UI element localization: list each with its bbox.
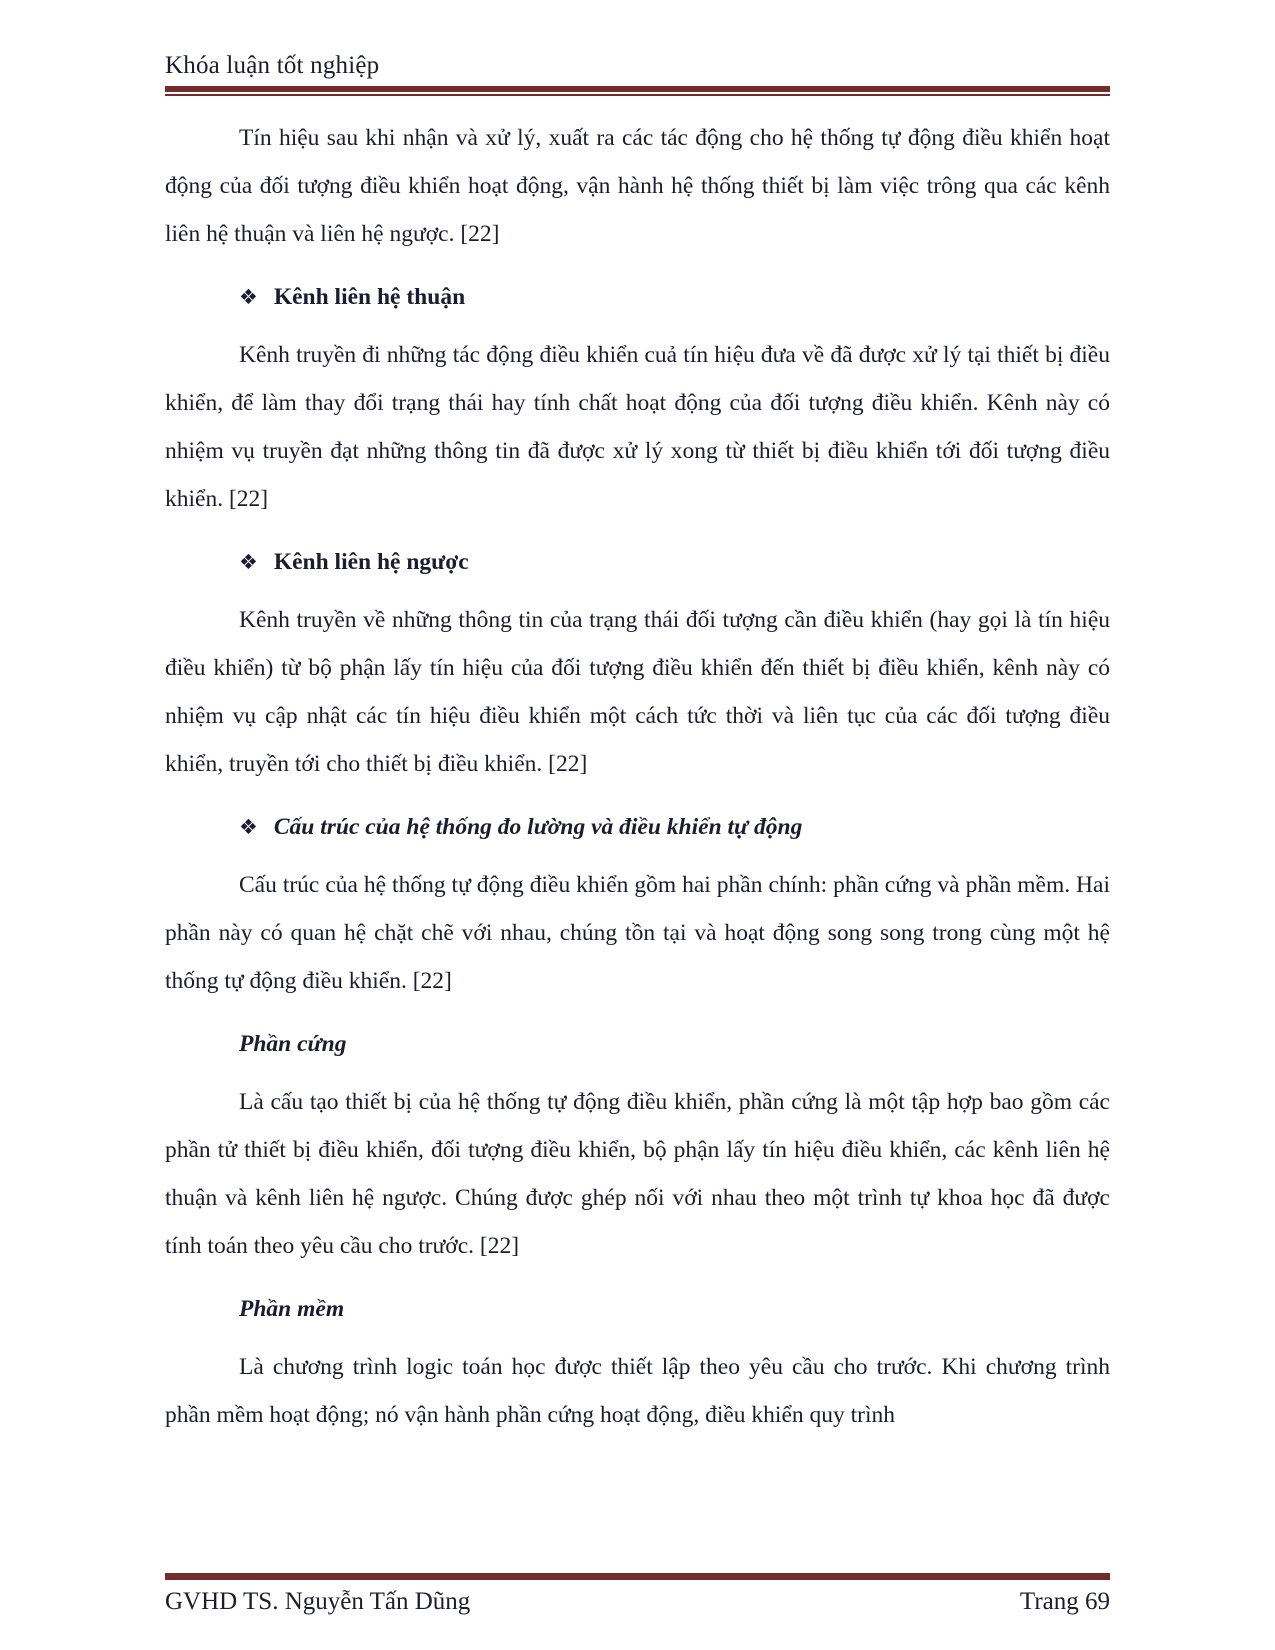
sub-heading-phan-cung: Phần cứng xyxy=(239,1031,347,1057)
footer-row xyxy=(165,1588,1110,1616)
section-heading-kenh-lien-he-nguoc xyxy=(165,538,1110,586)
section-heading-label: Kênh liên hệ ngược xyxy=(273,549,469,575)
diamond-bullet-icon: ❖ xyxy=(239,550,258,574)
section-heading-kenh-lien-he-thuan xyxy=(165,273,1110,321)
section-heading-cau-truc xyxy=(165,803,1110,851)
document-body xyxy=(165,96,1110,1573)
diamond-bullet-icon: ❖ xyxy=(239,815,258,839)
section-heading-label: Kênh liên hệ thuận xyxy=(273,284,466,310)
page-footer xyxy=(165,1573,1110,1616)
sub-heading-phan-mem: Phần mềm xyxy=(239,1296,345,1322)
section-heading-label: Cấu trúc của hệ thống đo lường và điều khiển tự động xyxy=(273,814,803,840)
paragraph-intro: Tín hiệu sau khi nhận và xử lý, xuất ra các tác động cho hệ thống tự động điều khiển hoạt động của đối tượng điều khiển hoạt động, vận hành hệ thống thiết bị làm việc trông qua các kênh liên hệ thuận và liên hệ ngược. [22] xyxy=(165,125,1110,247)
page-header xyxy=(165,52,1110,96)
header-rule-thick xyxy=(165,86,1110,92)
paragraph-kenh-thuan: Kênh truyền đi những tác động điều khiển cuả tín hiệu đưa về đã được xử lý tại thiết bị điều khiển, để làm thay đổi trạng thái hay tính chất hoạt động của đối tượng điều khiển. Kênh này có nhiệm vụ truyền đạt những thông tin đã được xử lý xong từ thiết bị điều khiển tới đối tượng điều khiển. [22] xyxy=(165,342,1110,512)
footer-rule xyxy=(165,1573,1110,1580)
paragraph-phan-mem: Là chương trình logic toán học được thiết lập theo yêu cầu cho trước. Khi chương trình phần mềm hoạt động; nó vận hành phần cứng hoạt động, điều khiển quy trình xyxy=(165,1354,1110,1428)
header-title: Khóa luận tốt nghiệp xyxy=(165,52,380,79)
paragraph-kenh-nguoc: Kênh truyền về những thông tin của trạng thái đối tượng cần điều khiển (hay gọi là tín hiệu điều khiển) từ bộ phận lấy tín hiệu của đối tượng điều khiển đến thiết bị điều khiển, kênh này có nhiệm vụ cập nhật các tín hiệu điều khiển một cách tức thời và liên tục của các đối tượng điều khiển, truyền tới cho thiết bị điều khiển. [22] xyxy=(165,607,1110,777)
paragraph-cau-truc: Cấu trúc của hệ thống tự động điều khiển gồm hai phần chính: phần cứng và phần mềm. Hai phần này có quan hệ chặt chẽ với nhau, chúng tồn tại và hoạt động song song trong cùng một hệ thống tự động điều khiển. [22] xyxy=(165,872,1110,994)
diamond-bullet-icon: ❖ xyxy=(239,285,258,309)
footer-page-number: Trang 69 xyxy=(1019,1588,1110,1615)
paragraph-phan-cung: Là cấu tạo thiết bị của hệ thống tự động điều khiển, phần cứng là một tập hợp bao gồm các phần tử thiết bị điều khiển, đối tượng điều khiển, bộ phận lấy tín hiệu điều khiển, các kênh liên hệ thuận và kênh liên hệ ngược. Chúng được ghép nối với nhau theo một trình tự khoa học đã được tính toán theo yêu cầu cho trước. [22] xyxy=(165,1089,1110,1259)
footer-advisor: GVHD TS. Nguyễn Tấn Dũng xyxy=(165,1588,471,1615)
